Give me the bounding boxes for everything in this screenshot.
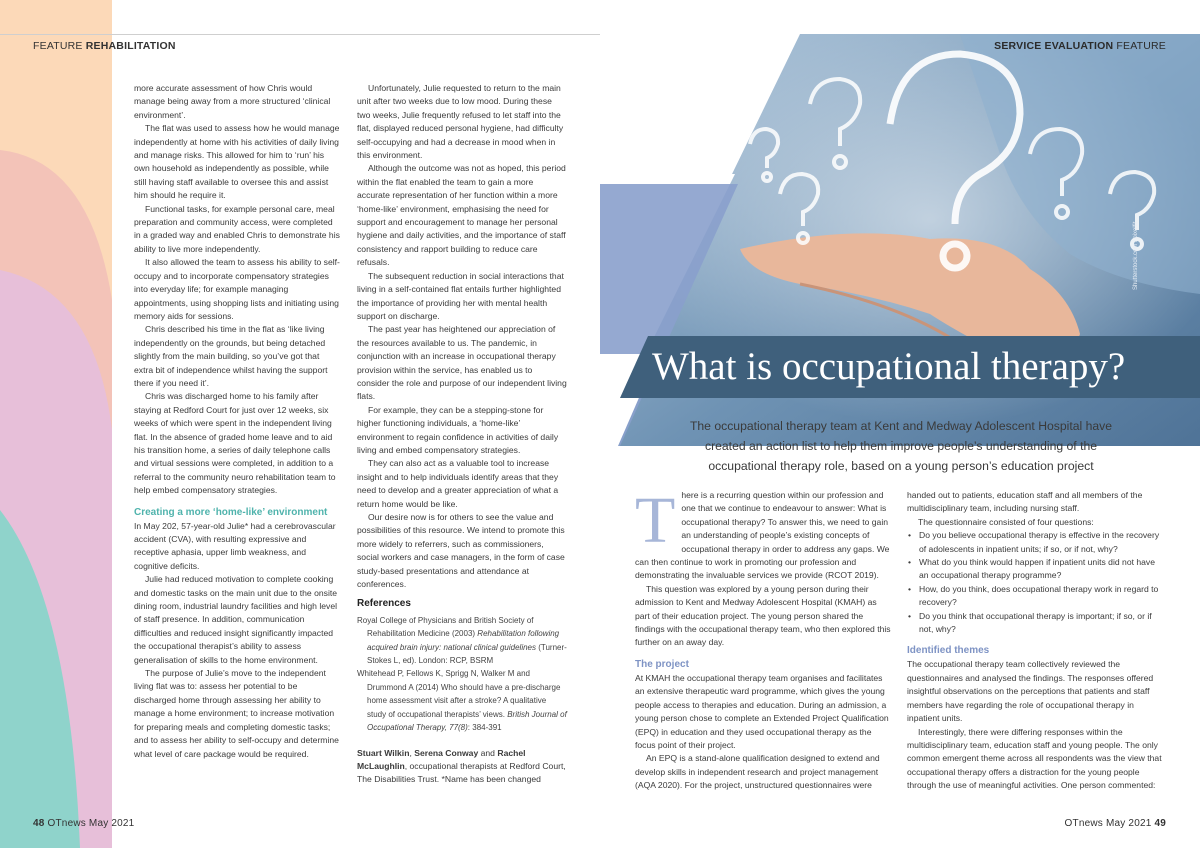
paragraph: For example, they can be a stepping-stone for higher functioning individuals, a ‘home-like’ environment to regain confidence in activities of daily living and embed compensatory strategies. [357,404,559,455]
decorative-side-bands [0,0,112,848]
list-item: • How, do you think, does occupational therapy work in regard to recovery? [919,583,1165,610]
paragraph: In May 202, 57-year-old Julie* had a cerebrovascular accident (CVA), with resulting expressive and receptive aphasia, upper limb weakness, and cognitive deficits. [134,520,336,571]
reference-text: (Turner-Stokes L, ed). London: RCP, BSRM [367,642,567,666]
left-column-2 [357,82,567,787]
paragraph: This question was explored by a young person during their admission to Kent and Medway Adolescent Hospital (KMAH) as part of their education project. The young person shared the findings with the occupational therapy team, who then explored this further on an away day. [635,583,891,648]
right-footer [1065,818,1166,829]
right-running-head [994,40,1166,52]
paragraph: Chris described his time in the flat as ‘like living independently on the grounds, but being detached slightly from the main building, so you’ve got that extra bit of independence whilst having the support there if you need it’. [134,324,328,388]
paragraph: handed out to patients, education staff and all members of the multidisciplinary team, including nursing staff. [907,490,1143,514]
photo-credit: Shutterstock.com / pixelfit [1133,221,1139,290]
reference-entry [357,614,567,668]
paragraph: Interestingly, there were differing responses within the multidisciplinary team, education staff and young people. The only common emergent theme across all respondents was the view that occupational therapy offers a distraction for the young people through the use of meaningful activities. One person commented: [907,726,1162,791]
paragraph: Unfortunately, Julie requested to return to the main unit after two weeks due to low mood. During these two weeks, Julie frequently refused to let staff into the flat, displayed reduced personal hygiene, had difficulty self-occupying and had a decrease in mood when in this environment. [357,83,564,161]
list-item: • Do you think that occupational therapy is important; if so, or if not, why? [919,610,1165,637]
running-head-section: SERVICE EVALUATION [994,40,1114,52]
paragraph: Functional tasks, for example personal care, meal preparation and community access, were completed in a graded way and enabled Chris to demonstrate his ability to live more independently. [134,203,340,254]
paragraph: It also allowed the team to assess his ability to self-occupy and to incorporate compensatory strategies into everyday life; for example managing appointments, using shopping lists and initiating using memory aids for sessions. [134,257,340,321]
reference-text: Whitehead P, Fellows K, Sprigg N, Walker M and Drummond A (2014) Who should have a pre-discharge home assessment visit after a stroke? A qualitative study of occupational therapists’ views. [357,669,561,719]
paragraph: Chris was discharged home to his family after staying at Redford Court for just over 12 weeks, six weeks of which were spent in the independent living flat. In the absence of graded home leave and to aid his transition home, a series of daily telephone calls and virtual sessions were completed, in addition to a referral to the community neuro rehabilitation team to help embed compensatory strategies. [134,391,336,496]
paragraph [635,484,891,583]
article-title: What is occupational therapy? [652,345,1126,388]
author-name: Serena Conway [414,747,479,758]
paragraph: At KMAH the occupational therapy team organises and facilitates an extensive therapeutic ward programme, which gives the young people access to therapies and education. During an admission, a young person chose to complete an Extended Project Qualification (EPQ) in education and they used occupational therapy as the focus point of their project. [635,672,889,750]
section-heading: The project [635,658,689,670]
references-list [357,614,567,735]
paragraph: The flat was used to assess how he would manage independently at home with his activities of daily living and manage risks. This allowed for him to ‘run’ his own household as independently as possible, while still having staff available to oversee this and assist him should he require it. [134,123,340,201]
reference-journal: British Journal of Occupational Therapy, 77(8) [367,709,567,733]
reference-text: Royal College of Physicians and British Society of Rehabilitation Medicine (2003) [357,615,534,639]
reference-text: : 384-391 [467,723,502,733]
author-name: Stuart Wilkin [357,747,410,758]
list-item: • What do you think would happen if inpatient units did not have an occupational therapy programme? [919,556,1165,583]
right-column-1 [635,484,891,793]
running-head-section: FEATURE [33,40,83,52]
paragraph: The occupational therapy team collectively reviewed the questionnaires and analysed the findings. The responses offered insightful observations on the perceptions that patients and staff members have regarding the role of occupational therapy in inpatient units. [907,659,1154,724]
left-running-head [33,40,176,52]
byline-separator: and [478,747,498,758]
running-head-topic: REHABILITATION [85,40,176,52]
running-head-topic: FEATURE [1116,40,1166,52]
paragraph: Our desire now is for others to see the value and possibilities of this resource. We intend to promote this more widely to referrers, such as commissioners, social workers and case managers, in the form of case study-based presentations and attendance at conferences. [357,512,565,590]
list-item: • Do you believe occupational therapy is effective in the recovery of adolescents in inpatient units; if so, or if not, why? [919,529,1165,556]
paragraph: An EPQ is a stand-alone qualification designed to extend and develop skills in independent research and project management (AQA 2020). For the project, unstructured questionnaires were [635,753,880,791]
byline-separator: , [409,747,415,758]
questions-list [907,529,1165,636]
left-page-header-rule [0,34,600,35]
paragraph: The questionnaire consisted of four questions: [918,516,1094,527]
left-footer [33,818,134,829]
paragraph: Although the outcome was not as hoped, this period within the flat enabled the team to gain a more accurate representation of her function within a more ‘home-like’ environment, emphasising the need for support and encouragement to manage her personal hygiene and daily activities, and the importance of staff consistency and rapport building to reduce care refusals. [357,163,566,268]
right-column-2 [907,489,1165,793]
left-column-1 [134,82,340,761]
paragraph: The purpose of Julie’s move to the independent living flat was to: assess her potential to be discharged home through assessing her ability to manage a home environment; to increase motivation for preparing meals and completing domestic tasks; and to assess her ability to self-occupy and determine what level of care package would be required. [134,668,339,759]
reference-entry [357,667,567,734]
issue-label: OTnews May 2021 [1064,818,1152,829]
paragraph: The subsequent reduction in social interactions that living in a self-contained flat entails further highlighted the importance of providing her with mental health support on discharge. [357,270,564,321]
author-name: Rachel McLaughlin [357,747,526,771]
page-number: 49 [1154,818,1166,829]
author-byline [357,747,567,787]
paragraph: more accurate assessment of how Chris would manage being away from a more structured ‘clinical environment’. [134,83,331,120]
paragraph: Julie had reduced motivation to complete cooking and domestic tasks on the main unit due to the onsite dining room, industrial laundry facilities and high level of staff presence. In addition, communication difficulties and reduced insight significantly impacted the occupational therapist’s ability to assess generalisation of skills to the home environment. [134,574,338,665]
issue-label: OTnews May 2021 [47,818,135,829]
references-heading: References [357,598,411,610]
page-number: 48 [33,818,45,829]
standfirst: The occupational therapy team at Kent and Medway Adolescent Hospital have created an action list to help them improve people’s understanding of the occupational therapy role, based on a young person’s education project [689,419,1113,473]
section-heading: Creating a more ‘home-like’ environment [134,506,328,518]
drop-cap: T [635,484,676,557]
paragraph-text: here is a recurring question within our profession and one that we continue to endeavour to answer: What is occupational therapy? To answer this, we need to gain an understanding of people’s existing concepts of occupational therapy in order to address any gaps. We can then continue to work in promoting our profession and demonstrating the invaluable services we provide (RCOT 2019). [635,490,890,581]
paragraph: They can also act as a valuable tool to increase insight and to help individuals identify areas that they need to develop and a greater appreciation of what a return home would be like. [357,458,559,509]
reference-title: Rehabilitation following acquired brain injury: national clinical guidelines [367,629,560,652]
section-heading: Identified themes [907,645,990,657]
byline-text: , occupational therapists at Redford Court, The Disabilities Trust. *Name has been changed [357,760,566,785]
paragraph: The past year has heightened our appreciation of the resources available to us. The pandemic, in conjunction with an increase in occupational therapy provision within the service, has enabled us to consider the role and purpose of our independent living flats. [357,324,567,402]
